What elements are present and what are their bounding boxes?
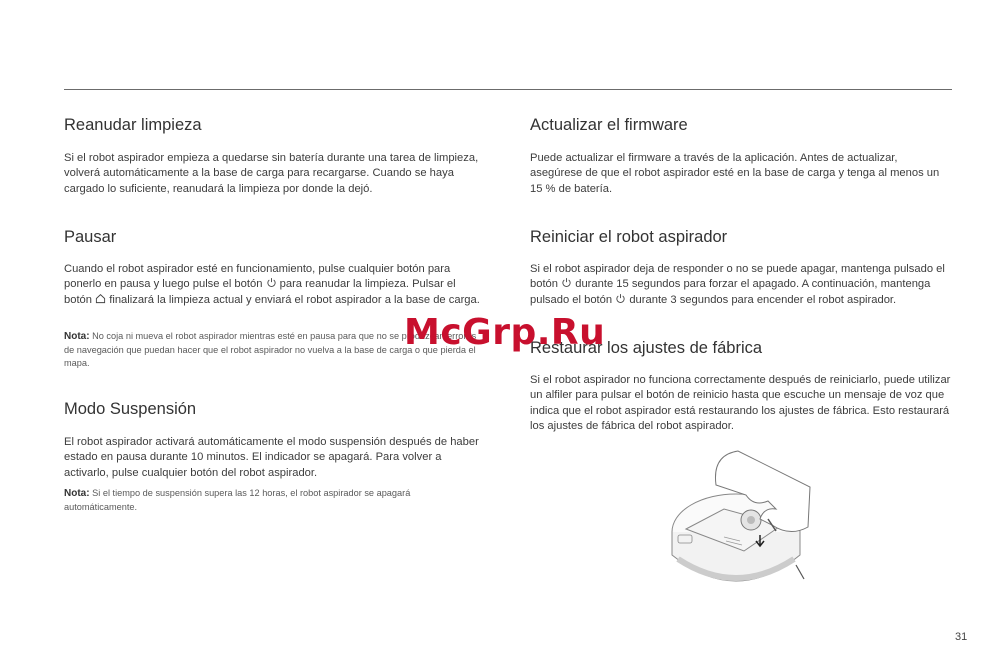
section-title-firmware: Actualizar el firmware bbox=[530, 116, 688, 134]
pause-note-label: Nota: bbox=[64, 331, 90, 342]
restart-text-1: Si el robot aspirador deja de responder o no se puede apagar, mantenga pulsado el botón bbox=[530, 263, 945, 291]
section-body-pause bbox=[64, 262, 484, 308]
pause-note-text: No coja ni mueva el robot aspirador mientras esté en pausa para que no se produzcan errores de navegación que puedan hacer que el robot aspirador no vuelva a la base de carga o que pierda el mapa. bbox=[64, 331, 477, 368]
sleep-note-label: Nota: bbox=[64, 488, 90, 499]
section-body-firmware: Puede actualizar el firmware a través de la aplicación. Antes de actualizar, asegúrese de que el robot aspirador esté en la base de carga y tenga al menos un 15 % de batería. bbox=[530, 152, 940, 195]
page-number: 31 bbox=[955, 631, 968, 643]
pause-text-3: finalizará la limpieza actual y enviará el robot aspirador a la base de carga. bbox=[109, 293, 480, 306]
header-rule bbox=[64, 89, 952, 90]
section-title-resume: Reanudar limpieza bbox=[64, 116, 202, 134]
sleep-note-text: Si el tiempo de suspensión supera las 12 horas, el robot aspirador se apagará automáticamente. bbox=[64, 488, 411, 512]
robot-reset-illustration bbox=[664, 447, 824, 597]
restart-text-3: durante 3 segundos para encender el robot aspirador. bbox=[629, 293, 897, 306]
section-body-restart bbox=[530, 262, 965, 308]
section-title-sleep: Modo Suspensión bbox=[64, 400, 197, 418]
restart-text-2: durante 15 segundos para forzar el apagado. A continuación, mantenga pulsado el botón bbox=[530, 278, 931, 306]
pause-text-1: Cuando el robot aspirador esté en funcionamiento, pulse cualquier botón para ponerlo en pausa y luego pulse el botón bbox=[64, 263, 451, 291]
power-icon bbox=[561, 277, 572, 288]
home-icon bbox=[95, 293, 106, 304]
section-body-sleep: El robot aspirador activará automáticamente el modo suspensión después de haber estado en pausa durante 10 minutos. El indicador se apagará. Para volver a activarlo, pulse cualquier botón del robot aspirador. bbox=[64, 436, 479, 479]
section-title-pause: Pausar bbox=[64, 228, 117, 246]
watermark: McGrp.Ru bbox=[404, 312, 606, 353]
power-icon bbox=[615, 293, 626, 304]
section-title-restart: Reiniciar el robot aspirador bbox=[530, 228, 728, 246]
section-title-factory: Restaurar los ajustes de fábrica bbox=[530, 339, 763, 357]
section-body-resume: Si el robot aspirador empieza a quedarse sin batería durante una tarea de limpieza, volverá automáticamente a la base de carga para recargarse. Cuando se haya cargado lo suficiente, reanudará la limpieza por donde la dejó. bbox=[64, 152, 479, 195]
section-body-factory: Si el robot aspirador no funciona correctamente después de reiniciarlo, puede utilizar un alfiler para pulsar el botón de reinicio hasta que escuche un mensaje de voz que indica que el robot aspirador está restaurando los ajustes de fábrica. Esto restaurará los ajustes de fábrica del robot aspirador. bbox=[530, 374, 951, 432]
pause-text-2: para reanudar la limpieza. Pulsar el botón bbox=[64, 278, 456, 306]
power-icon bbox=[266, 277, 277, 288]
sleep-note bbox=[64, 487, 479, 514]
